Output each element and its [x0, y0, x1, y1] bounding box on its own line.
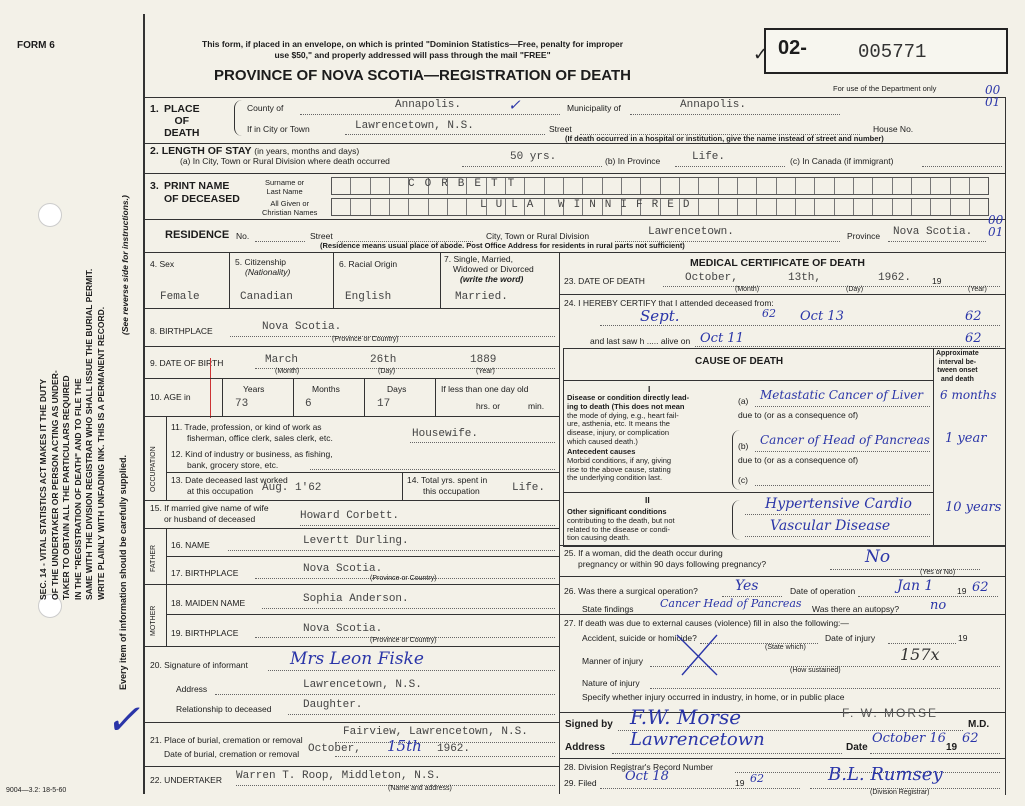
attended-from-year: 62: [762, 307, 776, 320]
year-prefix: 19: [932, 276, 942, 286]
last-seen-label: and last saw h ..... alive on: [590, 336, 691, 346]
residence-label: RESIDENCE: [165, 229, 230, 241]
line: [675, 166, 785, 167]
burial-place-value: Fairview, Lawrencetown, N.S.: [343, 726, 528, 738]
physician-address: Lawrencetown: [630, 729, 765, 750]
rule: [144, 584, 559, 585]
years-label: Years: [243, 384, 265, 394]
dob-label: 9. DATE OF BIRTH: [150, 358, 224, 368]
rule: [559, 576, 1006, 577]
divider: [229, 252, 230, 308]
caption: (Province or Country): [332, 336, 399, 343]
findings-value: Cancer Head of Pancreas: [660, 597, 802, 610]
medical-title: MEDICAL CERTIFICATE OF DEATH: [690, 257, 865, 269]
marital-label: 7. Single, Married, Widowed or Divorced (write the word): [444, 254, 534, 284]
line: [888, 643, 956, 644]
line: [870, 753, 1000, 754]
given-label: All Given or Christian Names: [262, 199, 318, 217]
years-spent-label: 14. Total yrs. spent in this occupation: [407, 475, 488, 496]
father-name-value: Levertt Durling.: [303, 535, 409, 547]
spouse-value: Howard Corbett.: [300, 510, 400, 522]
immediate-cause-label: Disease or condition directly lead- ing to death (This does not mean the mode of dying, e.g., heart fail- ure, asthenia, etc. It means the disease, injury, or complication which caused death.): [567, 393, 690, 446]
external-causes-label: 27. If death was due to external causes (violence) fill in also the following:—: [564, 618, 849, 628]
line: [663, 286, 1000, 287]
md-label: M.D.: [968, 719, 990, 730]
county-value: Annapolis.: [395, 99, 462, 111]
line: [745, 536, 930, 537]
margin-note: Every item of information should be carefully supplied.: [118, 454, 128, 690]
line: [888, 241, 986, 242]
street-label: Street: [549, 124, 572, 134]
age-label: 10. AGE in: [150, 392, 191, 402]
divider: [166, 584, 167, 646]
caption: (How sustained): [790, 667, 841, 674]
reg-prefix: 02-: [778, 37, 807, 59]
residence-province-value: Nova Scotia.: [893, 226, 973, 238]
findings-label: State findings: [582, 604, 634, 614]
rule: [144, 416, 559, 417]
stay-b-label: (b) In Province: [605, 156, 661, 166]
line: [255, 368, 555, 369]
residence-city-label: City, Town or Rural Division: [486, 231, 590, 241]
trade-value: Housewife.: [412, 428, 479, 440]
line: [335, 756, 555, 757]
attended-to-year: 62: [965, 309, 982, 324]
father-name-label: 16. NAME: [171, 540, 210, 550]
line: [650, 688, 1000, 689]
antecedent-label: Antecedent causes Morbid conditions, if any, giving rise to the above cause, stating the underlying condition last.: [567, 447, 672, 483]
stay-b-value: Life.: [692, 151, 726, 163]
filed-label: 29. Filed: [564, 778, 597, 788]
citizenship-label: 5. Citizenship (Nationality): [235, 257, 291, 277]
length-stay-label: 2. LENGTH OF STAY (in years, months and days): [150, 145, 360, 157]
informant-address-value: Lawrencetown, N.S.: [303, 679, 422, 691]
caption: (Month): [735, 286, 760, 293]
rule: [144, 173, 1006, 174]
autopsy-value: no: [930, 598, 947, 613]
line: [630, 114, 840, 115]
interval-other: 10 years: [945, 500, 1002, 515]
interval-a: 6 months: [940, 388, 997, 402]
operation-date-label: Date of operation: [790, 586, 856, 596]
trade-label: 11. Trade, profession, or kind of work as fisherman, office clerk, sales clerk, etc.: [171, 422, 333, 443]
line: [755, 485, 930, 486]
father-birthplace-value: Nova Scotia.: [303, 563, 383, 575]
line: [695, 346, 1000, 347]
cause-a-value: Metastatic Cancer of Liver: [760, 388, 924, 402]
divider: [364, 378, 365, 416]
rule: [144, 346, 559, 347]
line: [462, 166, 602, 167]
sign-date-label: Date: [846, 742, 868, 753]
line: [228, 550, 555, 551]
residence-note: (Residence means usual place of abode. Post Office Address for residents in rural parts not sufficient): [320, 241, 685, 250]
header-notice: This form, if placed in an envelope, on which is printed "Dominion Statistics—Free, penalty for improper use $50," and properly addressed will pass through the mail "FREE": [202, 39, 624, 60]
undertaker-value: Warren T. Roop, Middleton, N.S.: [236, 770, 441, 782]
mother-birthplace-label: 19. BIRTHPLACE: [171, 628, 239, 638]
mother-side-label: MOTHER: [150, 605, 157, 636]
months-label: Months: [312, 384, 340, 394]
check-mark: ✓: [753, 44, 769, 64]
rule: [563, 380, 933, 381]
birthplace-label: 8. BIRTHPLACE: [150, 326, 213, 336]
cause-c-mark: (c): [738, 475, 748, 485]
rule: [144, 378, 559, 379]
punch-hole: [38, 203, 62, 227]
divider: [435, 378, 436, 416]
line: [410, 442, 555, 443]
margin-see-reverse: (See reverse side for instructions.): [120, 195, 130, 335]
cause-a-mark: (a): [738, 396, 749, 406]
frame-left: [143, 14, 145, 794]
municipality-value: Annapolis.: [680, 99, 747, 111]
caption: (Day): [846, 286, 864, 293]
rule: [559, 545, 1006, 546]
margin-instructions: SEC. 14 - VITAL STATISTICS ACT MAKES IT THE DUTY OF THE UNDERTAKER OR PERSON ACTING AS UNDER- TAKER TO OBTAIN ALL THE PARTICULARS REQUIRED IN THE "REGISTRATION OF DEATH" AND TO FILE THE SAME WITH THE DIVISION REGISTRAR WHO SHALL ISSUE THE BURIAL PERMIT. WRITE PLAINLY WITH UNFADING INK. THIS IS A PERMANENT RECORD.: [38, 268, 106, 600]
death-month: October,: [685, 272, 738, 284]
place-of-death-label: 1. PLACE OF DEATH: [150, 103, 200, 139]
father-side-label: FATHER: [150, 544, 157, 572]
operation-date-value: Jan 1: [897, 578, 934, 594]
line: [755, 406, 930, 407]
min-label: min.: [528, 401, 545, 411]
due-to-label: due to (or as a consequence of): [738, 455, 859, 465]
record-number-label: 28. Division Registrar's Record Number: [564, 762, 714, 772]
year-prefix: 19: [958, 633, 968, 643]
accident-label: Accident, suicide or homicide?: [582, 633, 697, 643]
reg-number: 005771: [858, 41, 927, 63]
line: [310, 469, 555, 470]
dept-use: For use of the Department only: [833, 84, 937, 93]
rule: [166, 556, 559, 557]
rule: [144, 219, 1006, 220]
divider: [933, 348, 934, 545]
injury-date-label: Date of injury: [825, 633, 876, 643]
mother-name-value: Sophia Anderson.: [303, 593, 409, 605]
nature-label: Nature of injury: [582, 678, 640, 688]
years-spent-value: Life.: [512, 482, 546, 494]
city-label: If in City or Town: [247, 124, 310, 134]
line: [262, 608, 555, 609]
dob-day: 26th: [370, 354, 397, 366]
burial-date-day: 15th: [387, 737, 422, 755]
rule: [144, 500, 559, 501]
red-mark: [210, 358, 211, 418]
birthplace-value: Nova Scotia.: [262, 321, 342, 333]
father-birthplace-label: 17. BIRTHPLACE: [171, 568, 239, 578]
line: [612, 753, 842, 754]
occupation-side-label: OCCUPATION: [150, 446, 157, 492]
line: [345, 134, 545, 135]
form-id: FORM 6: [17, 40, 55, 51]
cause-b-mark: (b): [738, 441, 749, 451]
divider: [222, 378, 223, 416]
rule: [144, 252, 1006, 253]
surname-label: Surname or Last Name: [265, 178, 305, 196]
other-condition-2: Vascular Disease: [770, 518, 891, 534]
burial-label: 21. Place of burial, cremation or removal Date of burial, cremation or removal: [150, 735, 303, 759]
caption: (Province or Country): [370, 637, 437, 644]
line: [268, 670, 555, 671]
rule: [559, 758, 1006, 759]
city-value: Lawrencetown, N.S.: [355, 120, 474, 132]
rule: [144, 143, 1006, 144]
cross-out-mark: [672, 630, 722, 680]
year-prefix: 19: [946, 742, 958, 753]
print-name-label: 3. PRINT NAME OF DECEASED: [150, 180, 240, 205]
surgery-value: Yes: [735, 578, 759, 594]
municipality-label: Municipality of: [567, 103, 621, 113]
rule: [166, 614, 559, 615]
rule: [559, 712, 1006, 713]
filed-date: Oct 18: [625, 769, 669, 784]
year-prefix: 19: [735, 778, 745, 788]
residence-street-label: Street: [310, 231, 333, 241]
line: [858, 596, 998, 597]
rule: [144, 722, 559, 723]
divider: [402, 472, 403, 500]
last-worked-value: Aug. 1'62: [262, 482, 322, 494]
page-title: PROVINCE OF NOVA SCOTIA—REGISTRATION OF DEATH: [214, 67, 631, 84]
registrar-signature: B.L. Rumsey: [828, 764, 943, 785]
mother-name-label: 18. MAIDEN NAME: [171, 598, 246, 608]
pregnancy-value: No: [865, 547, 891, 567]
dob-month: March: [265, 354, 299, 366]
house-label: House No.: [873, 124, 914, 134]
line: [600, 325, 1000, 326]
age-days: 17: [377, 398, 391, 410]
line: [300, 525, 555, 526]
citizenship-value: Canadian: [240, 291, 293, 303]
autopsy-label: Was there an autopsy?: [812, 604, 900, 614]
given-name-value: LULA WINNIFRED: [480, 199, 699, 211]
undertaker-label: 22. UNDERTAKER: [150, 775, 222, 785]
rule: [144, 97, 1006, 98]
caption: (Yes or No): [920, 569, 956, 576]
last-seen-year: 62: [965, 331, 982, 346]
date-of-death-label: 23. DATE OF DEATH: [564, 276, 645, 286]
rule: [166, 472, 559, 473]
residence-no-label: No.: [236, 231, 250, 241]
physician-address-label: Address: [565, 742, 606, 753]
other-condition-1: Hypertensive Cardio: [765, 496, 912, 512]
caption: (State which): [765, 644, 806, 651]
rule: [144, 308, 559, 309]
death-year: 1962.: [878, 272, 912, 284]
filed-year: 62: [750, 772, 764, 785]
line: [755, 451, 930, 452]
sign-date-year: 62: [962, 731, 979, 746]
specify-label: Specify whether injury occurred in industry, in home, or in public place: [582, 692, 845, 702]
informant-signature: Mrs Leon Fiske: [290, 649, 424, 669]
hospital-note: (If death occurred in a hospital or institution, give the name instead of street and number): [565, 134, 884, 143]
operation-year: 62: [972, 580, 989, 595]
stay-c-label: (c) In Canada (if immigrant): [790, 156, 894, 166]
days-label: Days: [387, 384, 407, 394]
last-worked-label: 13. Date deceased last worked at this occupation: [171, 475, 288, 496]
rule: [563, 492, 933, 493]
margin-scribble: ✓: [105, 695, 141, 744]
relationship-label: Relationship to deceased: [176, 704, 272, 714]
cause-title: CAUSE OF DEATH: [695, 356, 784, 367]
surgery-label: 26. Was there a surgical operation?: [564, 586, 698, 596]
cause-b-value: Cancer of Head of Pancreas: [760, 433, 930, 447]
part-one: I: [648, 384, 651, 394]
dept-mark-1: 00 01: [985, 83, 1001, 109]
line: [830, 569, 980, 570]
pregnancy-label: 25. If a woman, did the death occur during pregnancy or within 90 days following pregnancy?: [564, 548, 767, 569]
racial-label: 6. Racial Origin: [339, 259, 398, 269]
death-day: 13th,: [788, 272, 822, 284]
surname-value: CORBETT: [408, 178, 525, 190]
residence-city-value: Lawrencetown.: [648, 226, 734, 238]
rule: [144, 646, 559, 647]
dob-year: 1889: [470, 354, 497, 366]
physician-signature: F.W. Morse: [630, 705, 742, 729]
burial-date-month: October,: [308, 743, 361, 755]
relationship-value: Daughter.: [303, 699, 363, 711]
line: [255, 241, 305, 242]
handwritten-number: 157x: [900, 645, 940, 664]
age-years: 73: [235, 398, 249, 410]
burial-date-year: 1962.: [437, 743, 471, 755]
divider: [166, 416, 167, 500]
check-mark: ✓: [508, 96, 521, 114]
rule: [559, 294, 1006, 295]
divider: [293, 378, 294, 416]
caption: (Year): [476, 368, 495, 375]
attended-from: Sept.: [640, 307, 680, 325]
spouse-label: 15. If married give name of wife or husband of deceased: [150, 503, 269, 524]
county-label: County of: [247, 103, 284, 113]
rule: [559, 614, 1006, 615]
caption: (Name and address): [388, 785, 452, 792]
manner-label: Manner of injury: [582, 656, 643, 666]
industry-label: 12. Kind of industry or business, as fishing, bank, grocery store, etc.: [171, 449, 333, 470]
attended-to: Oct 13: [800, 309, 844, 324]
due-to-label: due to (or as a consequence of): [738, 410, 859, 420]
interval-header: Approximate interval be- tween onset and death: [936, 350, 979, 383]
part-two: II: [645, 495, 650, 505]
interval-b: 1 year: [945, 431, 987, 446]
last-seen-value: Oct 11: [700, 331, 744, 346]
marital-value: Married.: [455, 291, 508, 303]
informant-address-label: Address: [176, 684, 208, 694]
line: [300, 114, 560, 115]
divider: [440, 252, 441, 308]
caption: (Day): [378, 368, 396, 375]
sex-value: Female: [160, 291, 200, 303]
brace: [732, 500, 743, 540]
sign-date: October 16: [872, 731, 946, 746]
residence-province-label: Province: [847, 231, 881, 241]
informant-signature-label: 20. Signature of informant: [150, 660, 248, 670]
racial-value: English: [345, 291, 392, 303]
attended-label: 24. I HEREBY CERTIFY that I attended deceased from:: [564, 298, 774, 308]
caption: (Province or Country): [370, 575, 437, 582]
less-than-day-label: If less than one day old: [441, 384, 529, 394]
line: [288, 714, 555, 715]
divider: [333, 252, 334, 308]
mother-birthplace-value: Nova Scotia.: [303, 623, 383, 635]
brace: [234, 100, 245, 136]
hrs-label: hrs. or: [476, 401, 501, 411]
rule: [144, 528, 559, 529]
stay-a-label: (a) In City, Town or Rural Division where death occurred: [180, 156, 390, 166]
sex-label: 4. Sex: [150, 259, 175, 269]
rule: [144, 766, 559, 767]
footer-code: 9004—3.2: 18-5-60: [6, 787, 67, 794]
caption: (Month): [275, 368, 300, 375]
other-conditions-label: Other significant conditions contributing to the death, but not related to the disease or condi- tion causing death.: [567, 507, 675, 543]
physician-typed-name: F. W. MORSE: [842, 706, 939, 720]
signed-by-label: Signed by: [565, 719, 613, 730]
caption: (Division Registrar): [870, 789, 930, 796]
caption: (Year): [968, 286, 987, 293]
age-months: 6: [305, 398, 312, 410]
line: [600, 788, 800, 789]
line: [745, 514, 930, 515]
line: [215, 694, 555, 695]
registration-number-box: [764, 28, 1008, 74]
stay-a-value: 50 yrs.: [510, 151, 557, 163]
line: [922, 166, 1002, 167]
year-prefix: 19: [957, 586, 967, 596]
dept-mark-2: 00 01: [988, 213, 1004, 239]
